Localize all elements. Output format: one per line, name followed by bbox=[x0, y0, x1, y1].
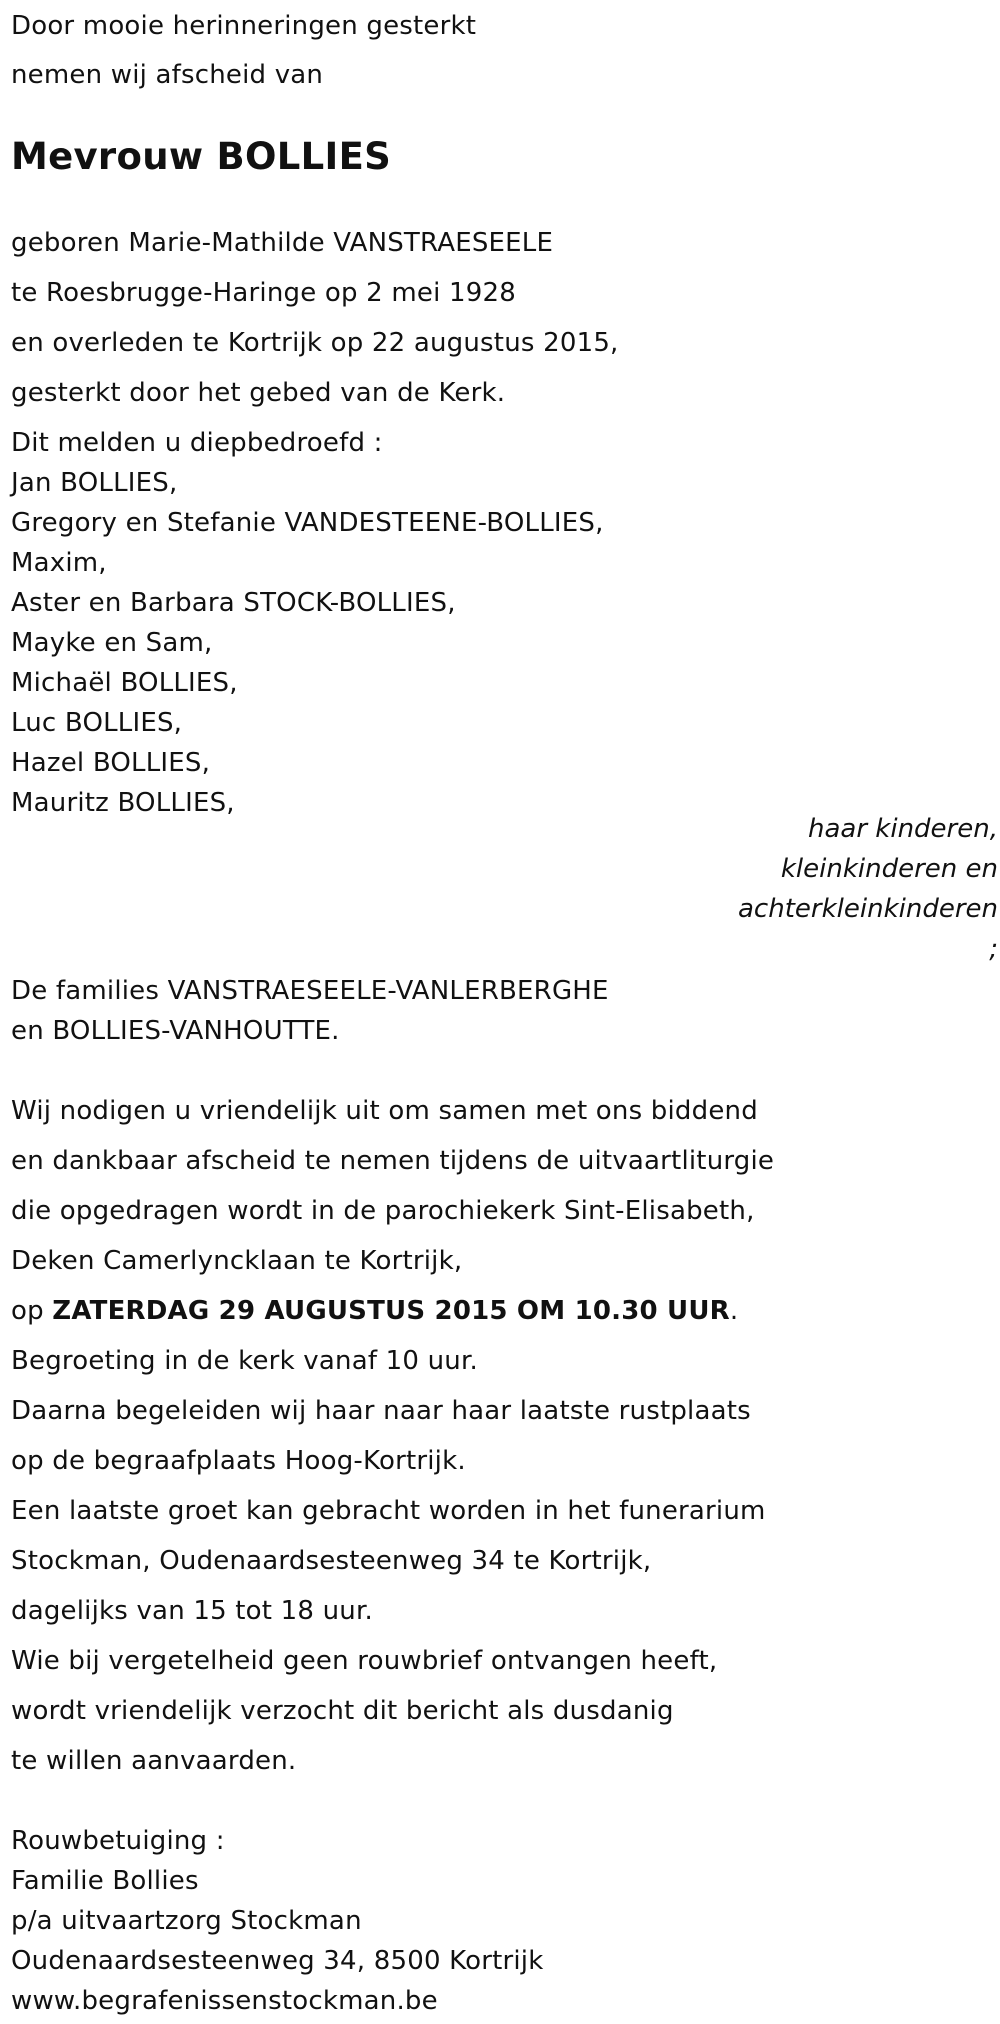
ceremony-line: op de begraafplaats Hoog-Kortrijk. bbox=[11, 1446, 466, 1476]
intro-line-1: Door mooie herinneringen gesterkt bbox=[11, 11, 477, 41]
ceremony-line: en dankbaar afscheid te nemen tijdens de uitvaartliturgie bbox=[11, 1146, 775, 1176]
relation-line: achterkleinkinderen bbox=[738, 894, 998, 924]
ceremony-date-prefix: op bbox=[11, 1296, 53, 1326]
relation-line: haar kinderen, bbox=[808, 814, 998, 844]
mourner-name: Gregory en Stefanie VANDESTEENE-BOLLIES, bbox=[11, 508, 604, 538]
ceremony-line: Wij nodigen u vriendelijk uit om samen met ons biddend bbox=[11, 1096, 758, 1126]
condolences-website-link[interactable]: www.begrafenissenstockman.be bbox=[11, 1986, 438, 2016]
ceremony-line: Deken Camerlyncklaan te Kortrijk, bbox=[11, 1246, 463, 1276]
church-line: gesterkt door het gebed van de Kerk. bbox=[11, 378, 506, 408]
ceremony-line: Een laatste groet kan gebracht worden in het funerarium bbox=[11, 1496, 766, 1526]
condolences-heading: Rouwbetuiging : bbox=[11, 1826, 225, 1856]
intro-line-2: nemen wij afscheid van bbox=[11, 60, 324, 90]
mourners-intro: Dit melden u diepbedroefd : bbox=[11, 428, 383, 458]
families-line-1: De families VANSTRAESEELE-VANLERBERGHE bbox=[11, 976, 609, 1006]
condolences-family: Familie Bollies bbox=[11, 1866, 199, 1896]
ceremony-line: Stockman, Oudenaardsesteenweg 34 te Kortrijk, bbox=[11, 1546, 652, 1576]
mourner-name: Mayke en Sam, bbox=[11, 628, 213, 658]
mourner-name: Maxim, bbox=[11, 548, 107, 578]
death-line: en overleden te Kortrijk op 22 augustus 2015, bbox=[11, 328, 619, 358]
families-line-2: en BOLLIES-VANHOUTTE. bbox=[11, 1016, 340, 1046]
birth-line: geboren Marie-Mathilde VANSTRAESEELE bbox=[11, 228, 554, 258]
mourner-name: Luc BOLLIES, bbox=[11, 708, 183, 738]
deceased-name: Mevrouw BOLLIES bbox=[11, 135, 392, 178]
ceremony-line: wordt vriendelijk verzocht dit bericht als dusdanig bbox=[11, 1696, 674, 1726]
birth-place-line: te Roesbrugge-Haringe op 2 mei 1928 bbox=[11, 278, 516, 308]
relation-line: kleinkinderen en bbox=[780, 854, 998, 884]
mourner-name: Hazel BOLLIES, bbox=[11, 748, 211, 778]
ceremony-date-suffix: . bbox=[729, 1296, 739, 1326]
mourner-name: Jan BOLLIES, bbox=[11, 468, 178, 498]
ceremony-line: die opgedragen wordt in de parochiekerk Sint-Elisabeth, bbox=[11, 1196, 755, 1226]
mourner-name: Aster en Barbara STOCK-BOLLIES, bbox=[11, 588, 456, 618]
ceremony-date-line bbox=[11, 1293, 738, 1329]
mourner-name: Mauritz BOLLIES, bbox=[11, 788, 235, 818]
condolences-address: Oudenaardsesteenweg 34, 8500 Kortrijk bbox=[11, 1946, 544, 1976]
ceremony-line: dagelijks van 15 tot 18 uur. bbox=[11, 1596, 373, 1626]
mourner-name: Michaël BOLLIES, bbox=[11, 668, 238, 698]
ceremony-line: Daarna begeleiden wij haar naar haar laatste rustplaats bbox=[11, 1396, 751, 1426]
ceremony-line: Begroeting in de kerk vanaf 10 uur. bbox=[11, 1346, 478, 1376]
ceremony-line: te willen aanvaarden. bbox=[11, 1746, 297, 1776]
ceremony-date: ZATERDAG 29 AUGUSTUS 2015 OM 10.30 UUR bbox=[52, 1296, 730, 1326]
condolences-care-of: p/a uitvaartzorg Stockman bbox=[11, 1906, 362, 1936]
ceremony-line: Wie bij vergetelheid geen rouwbrief ontvangen heeft, bbox=[11, 1646, 718, 1676]
relation-line: ; bbox=[989, 934, 998, 964]
